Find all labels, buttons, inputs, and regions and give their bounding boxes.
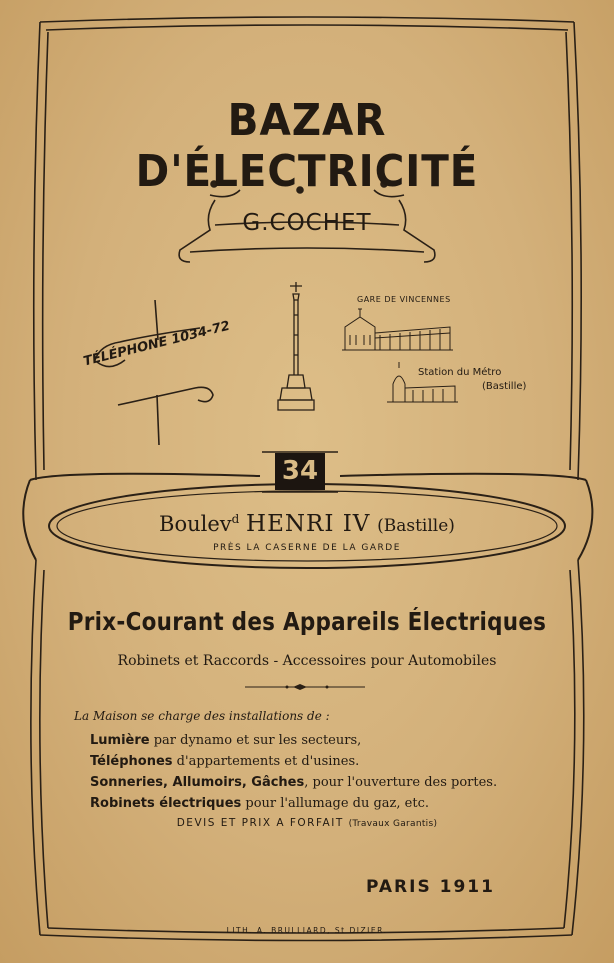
services-intro: La Maison se charge des installations de : (74, 709, 330, 723)
street-prefix: Boulev (159, 512, 232, 536)
street-name: HENRI IV (246, 511, 371, 537)
service-name: Sonneries, Allumoirs, Gâches (90, 775, 305, 790)
service-detail: , pour l'ouverture des portes. (304, 775, 498, 790)
catalog-title: Prix-Courant des Appareils Électriques (67, 607, 547, 636)
landmark: PRÈS LA CASERNE DE LA GARDE (213, 543, 401, 553)
owner-name: G.COCHET (242, 210, 372, 236)
service-detail: par dynamo et sur les secteurs, (149, 733, 362, 748)
service-name: Lumière (90, 733, 150, 748)
guarantee-text: (Travaux Garantis) (348, 819, 438, 829)
devis-text: DEVIS ET PRIX A FORFAIT (176, 817, 344, 829)
catalog-subtitle: Robinets et Raccords - Accessoires pour Automobiles (117, 653, 497, 669)
district: (Bastille) (377, 516, 455, 536)
service-line (90, 733, 361, 748)
telephone-number: TÉLÉPHONE 1034-72 (82, 318, 232, 370)
gare-label: GARE DE VINCENNES (357, 295, 451, 304)
quote-line (0, 817, 614, 829)
street-address (0, 511, 614, 537)
service-name: Robinets électriques (90, 796, 242, 811)
street-sup: d (231, 512, 240, 526)
service-detail: pour l'allumage du gaz, etc. (241, 796, 429, 811)
metro-sublabel: (Bastille) (482, 381, 527, 392)
service-line (90, 775, 497, 790)
printer-credit: LITH. A. BRULLIARD, St DIZIER. (226, 926, 388, 935)
service-line (90, 796, 429, 811)
street-number-plate: 34 (275, 453, 325, 490)
city-year: PARIS 1911 (366, 877, 495, 897)
metro-label: Station du Métro (418, 367, 502, 378)
service-name: Téléphones (90, 754, 173, 769)
service-line (90, 754, 359, 769)
gare-building-icon (340, 305, 455, 355)
store-title: BAZAR D'ÉLECTRICITÉ (135, 95, 479, 197)
service-detail: d'appartements et d'usines. (172, 754, 360, 769)
july-column-icon (272, 280, 320, 415)
